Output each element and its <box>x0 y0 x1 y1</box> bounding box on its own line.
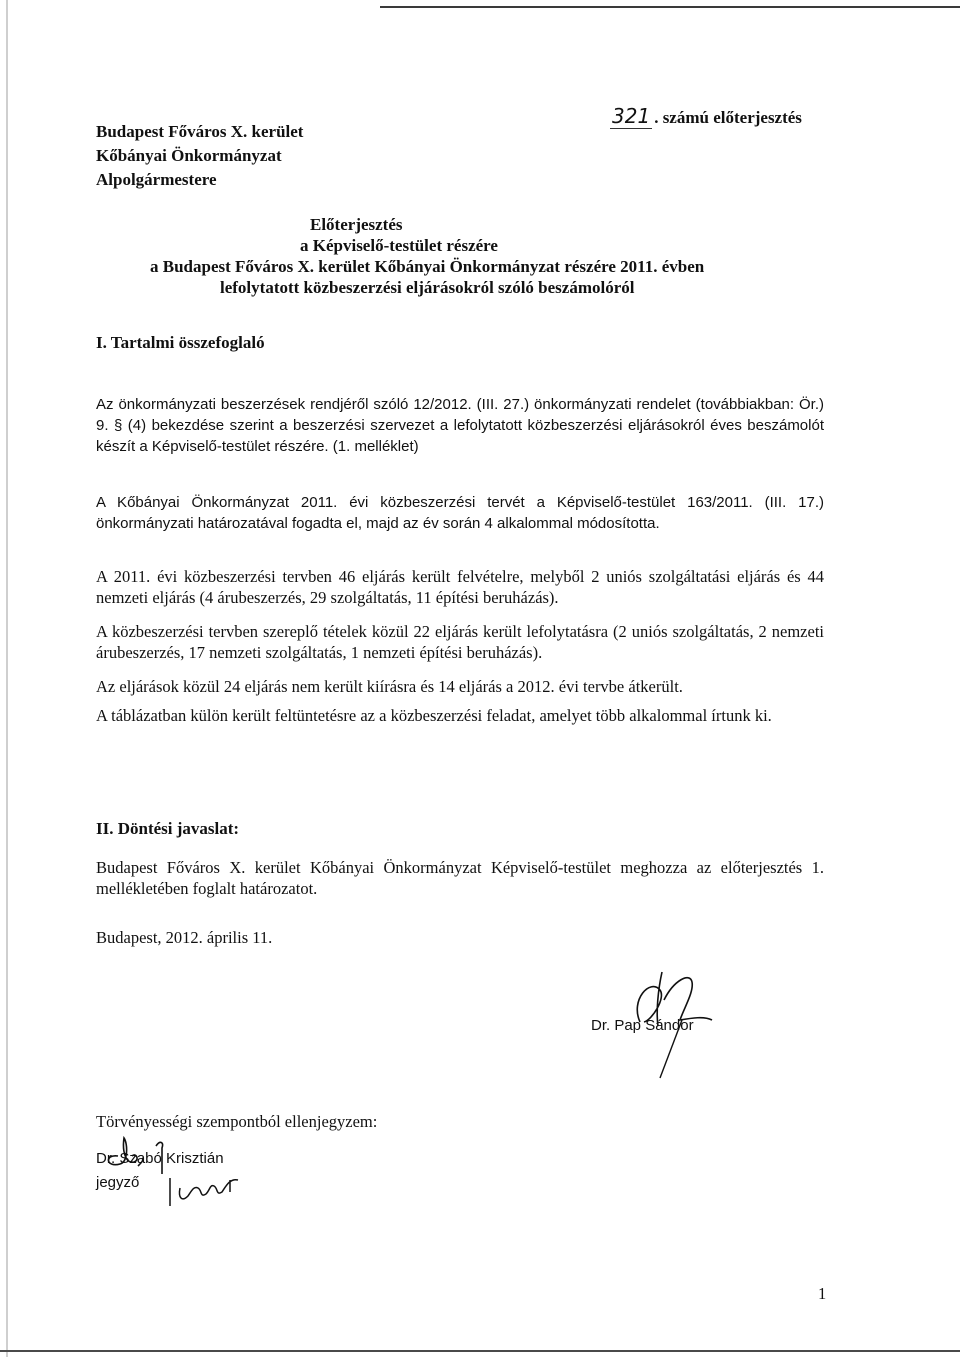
title-line-3: a Budapest Főváros X. kerület Kőbányai Önkormányzat részére 2011. évben <box>150 257 705 276</box>
handwritten-proposal-number: 321 <box>612 104 651 128</box>
section-1-paragraph-3: A 2011. évi közbeszerzési tervben 46 eljárás került felvételre, melyből 2 uniós szolgáltatási eljárás és 44 nemzeti eljárás (4 árubeszerzés, 29 szolgáltatás, 11 építési beruházás). <box>96 567 824 607</box>
scan-border-bottom <box>0 1350 960 1352</box>
issuer-block <box>96 120 303 192</box>
title-line-2: a Képviselő-testület részére <box>300 236 498 255</box>
title-line-1: Előterjesztés <box>310 215 403 234</box>
scan-border-left <box>6 0 8 1357</box>
initials-jegyzo <box>158 1168 248 1208</box>
section-1-paragraph-5: Az eljárások közül 24 eljárás nem került kiírásra és 14 eljárás a 2012. évi tervbe átkerült. <box>96 677 683 696</box>
title-line-4: lefolytatott közbeszerzési eljárásokról szóló beszámolóról <box>220 278 635 297</box>
legality-role: jegyző <box>96 1174 140 1191</box>
section-2-heading: II. Döntési javaslat: <box>96 819 240 838</box>
document-title <box>150 214 850 298</box>
proposal-label: . számú előterjesztés <box>654 108 802 127</box>
issuer-line-2: Kőbányai Önkormányzat <box>96 146 282 165</box>
scan-border-top <box>380 6 960 8</box>
issuer-line-3: Alpolgármestere <box>96 170 217 189</box>
proposal-number-label <box>610 104 802 129</box>
section-2-paragraph-1: Budapest Főváros X. kerület Kőbányai Önkormányzat Képviselő-testület meghozza az előterjesztés 1. mellékletében foglalt határozatot. <box>96 858 824 898</box>
date-line: Budapest, 2012. április 11. <box>96 928 273 947</box>
section-1-paragraph-1: Az önkormányzati beszerzések rendjéről szóló 12/2012. (III. 27.) önkormányzati rendelet (továbbiakban: Ör.) 9. § (4) bekezdése szerint a beszerzési szervezet a lefolytatott közbeszerzési eljárásokról éves beszámolót készít a Képviselő-testület részére. (1. melléklet) <box>96 396 824 455</box>
issuer-line-1: Budapest Főváros X. kerület <box>96 122 304 141</box>
section-1-paragraph-2: A Kőbányai Önkormányzat 2011. évi közbeszerzési tervét a Képviselő-testület 163/2011. (III. 17.) önkormányzati határozatával fogadta el, majd az év során 4 alkalommal módosította. <box>96 494 824 532</box>
legality-label: Törvényességi szempontból ellenjegyzem: <box>96 1112 378 1131</box>
signatory-name: Dr. Pap Sándor <box>591 1017 694 1034</box>
section-1-paragraph-4: A közbeszerzési tervben szereplő tételek közül 22 eljárás került lefolytatásra (2 uniós szolgáltatás, 2 nemzeti árubeszerzés, 17 nemzeti szolgáltatás, 1 nemzeti építési beruházás). <box>96 622 824 662</box>
legality-name: Dr. Szabó Krisztián <box>96 1150 224 1167</box>
section-1-heading: I. Tartalmi összefoglaló <box>96 333 265 352</box>
page-number: 1 <box>818 1284 827 1303</box>
section-1-paragraph-6: A táblázatban külön került feltüntetésre az a közbeszerzési feladat, amelyet több alkalommal írtunk ki. <box>96 706 772 725</box>
